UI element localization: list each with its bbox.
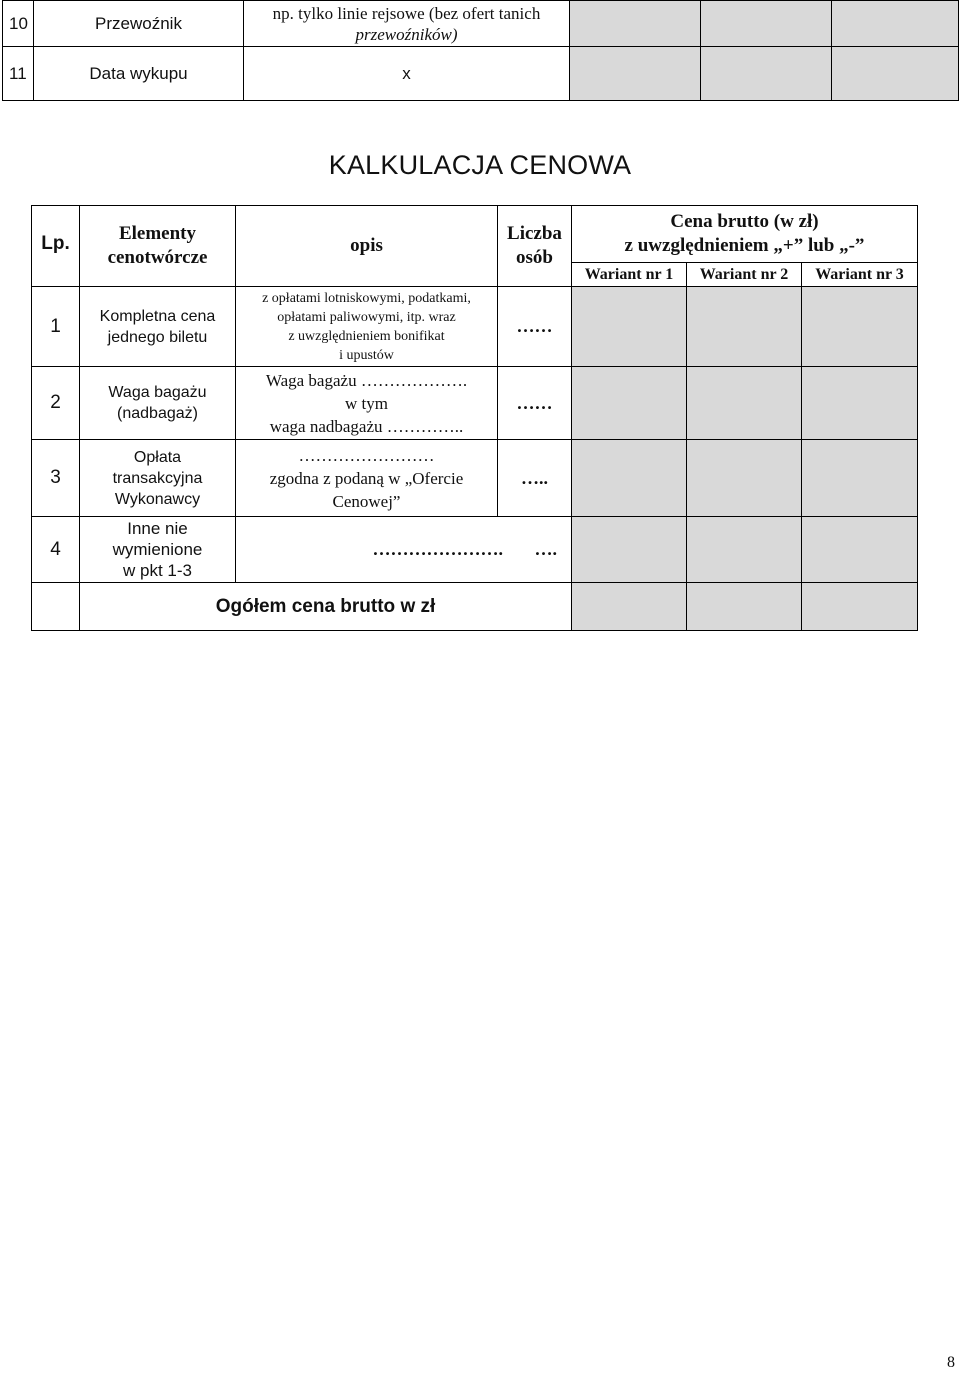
- row-number: 10: [3, 1, 34, 47]
- grey-cell: [701, 47, 832, 101]
- total-variant-2: [687, 583, 802, 631]
- grey-cell: [701, 1, 832, 47]
- row-element: Waga bagażu (nadbagaż): [80, 367, 236, 440]
- grey-cell: [570, 47, 701, 101]
- header-row: [32, 206, 918, 263]
- grey-cell: [832, 47, 959, 101]
- row-element: Opłata transakcyjna Wykonawcy: [80, 440, 236, 517]
- row-opis: z opłatami lotniskowymi, podatkami, opłatami paliwowymi, itp. wraz z uwzględnieniem bonifikat i upustów: [236, 287, 498, 367]
- header-variant-2: Wariant nr 2: [687, 263, 802, 287]
- table-row: [3, 47, 959, 101]
- grey-cell: [832, 1, 959, 47]
- price-cell-variant-1: [572, 367, 687, 440]
- header-lp: Lp.: [32, 206, 80, 287]
- row-lp: 3: [32, 440, 80, 517]
- total-variant-1: [572, 583, 687, 631]
- price-cell-variant-1: [572, 517, 687, 583]
- row-lp: 1: [32, 287, 80, 367]
- page-title: KALKULACJA CENOWA: [328, 150, 632, 180]
- row-opis: …………………… zgodna z podaną w „Ofercie Cenowej”: [236, 440, 498, 517]
- row-note: x: [244, 47, 570, 101]
- row-label: Data wykupu: [34, 47, 244, 101]
- price-cell-variant-2: [687, 287, 802, 367]
- price-cell-variant-1: [572, 440, 687, 517]
- row-opis: …………………. ….: [236, 517, 572, 583]
- row-liczba: ……: [498, 367, 572, 440]
- price-cell-variant-3: [802, 367, 918, 440]
- row-opis: Waga bagażu ………………. w tym waga nadbagażu …………..: [236, 367, 498, 440]
- header-opis: opis: [236, 206, 498, 287]
- carrier-info-table: [2, 0, 959, 101]
- row-lp: 4: [32, 517, 80, 583]
- price-cell-variant-2: [687, 367, 802, 440]
- header-elements: Elementy cenotwórcze: [80, 206, 236, 287]
- price-calculation-table: [31, 205, 918, 631]
- table-row: [32, 517, 918, 583]
- row-element: Inne nie wymienione w pkt 1-3: [80, 517, 236, 583]
- row-label: Przewoźnik: [34, 1, 244, 47]
- row-note: np. tylko linie rejsowe (bez ofert tanich przewoźników): [244, 1, 570, 47]
- price-cell-variant-2: [687, 440, 802, 517]
- header-variant-1: Wariant nr 1: [572, 263, 687, 287]
- total-row: [32, 583, 918, 631]
- empty-cell: [32, 583, 80, 631]
- page-number: 8: [947, 1354, 955, 1371]
- row-liczba: …..: [498, 440, 572, 517]
- table-row: [32, 440, 918, 517]
- total-variant-3: [802, 583, 918, 631]
- price-cell-variant-1: [572, 287, 687, 367]
- header-liczba: Liczba osób: [498, 206, 572, 287]
- row-lp: 2: [32, 367, 80, 440]
- price-cell-variant-3: [802, 287, 918, 367]
- header-cena: Cena brutto (w zł) z uwzględnieniem „+” lub „-”: [572, 206, 918, 263]
- total-label: Ogółem cena brutto w zł: [80, 583, 572, 631]
- table-row: [3, 1, 959, 47]
- grey-cell: [570, 1, 701, 47]
- table-row: [32, 367, 918, 440]
- row-liczba: ……: [498, 287, 572, 367]
- price-cell-variant-3: [802, 517, 918, 583]
- row-element: Kompletna cena jednego biletu: [80, 287, 236, 367]
- table-row: [32, 287, 918, 367]
- price-cell-variant-3: [802, 440, 918, 517]
- price-cell-variant-2: [687, 517, 802, 583]
- row-number: 11: [3, 47, 34, 101]
- header-variant-3: Wariant nr 3: [802, 263, 918, 287]
